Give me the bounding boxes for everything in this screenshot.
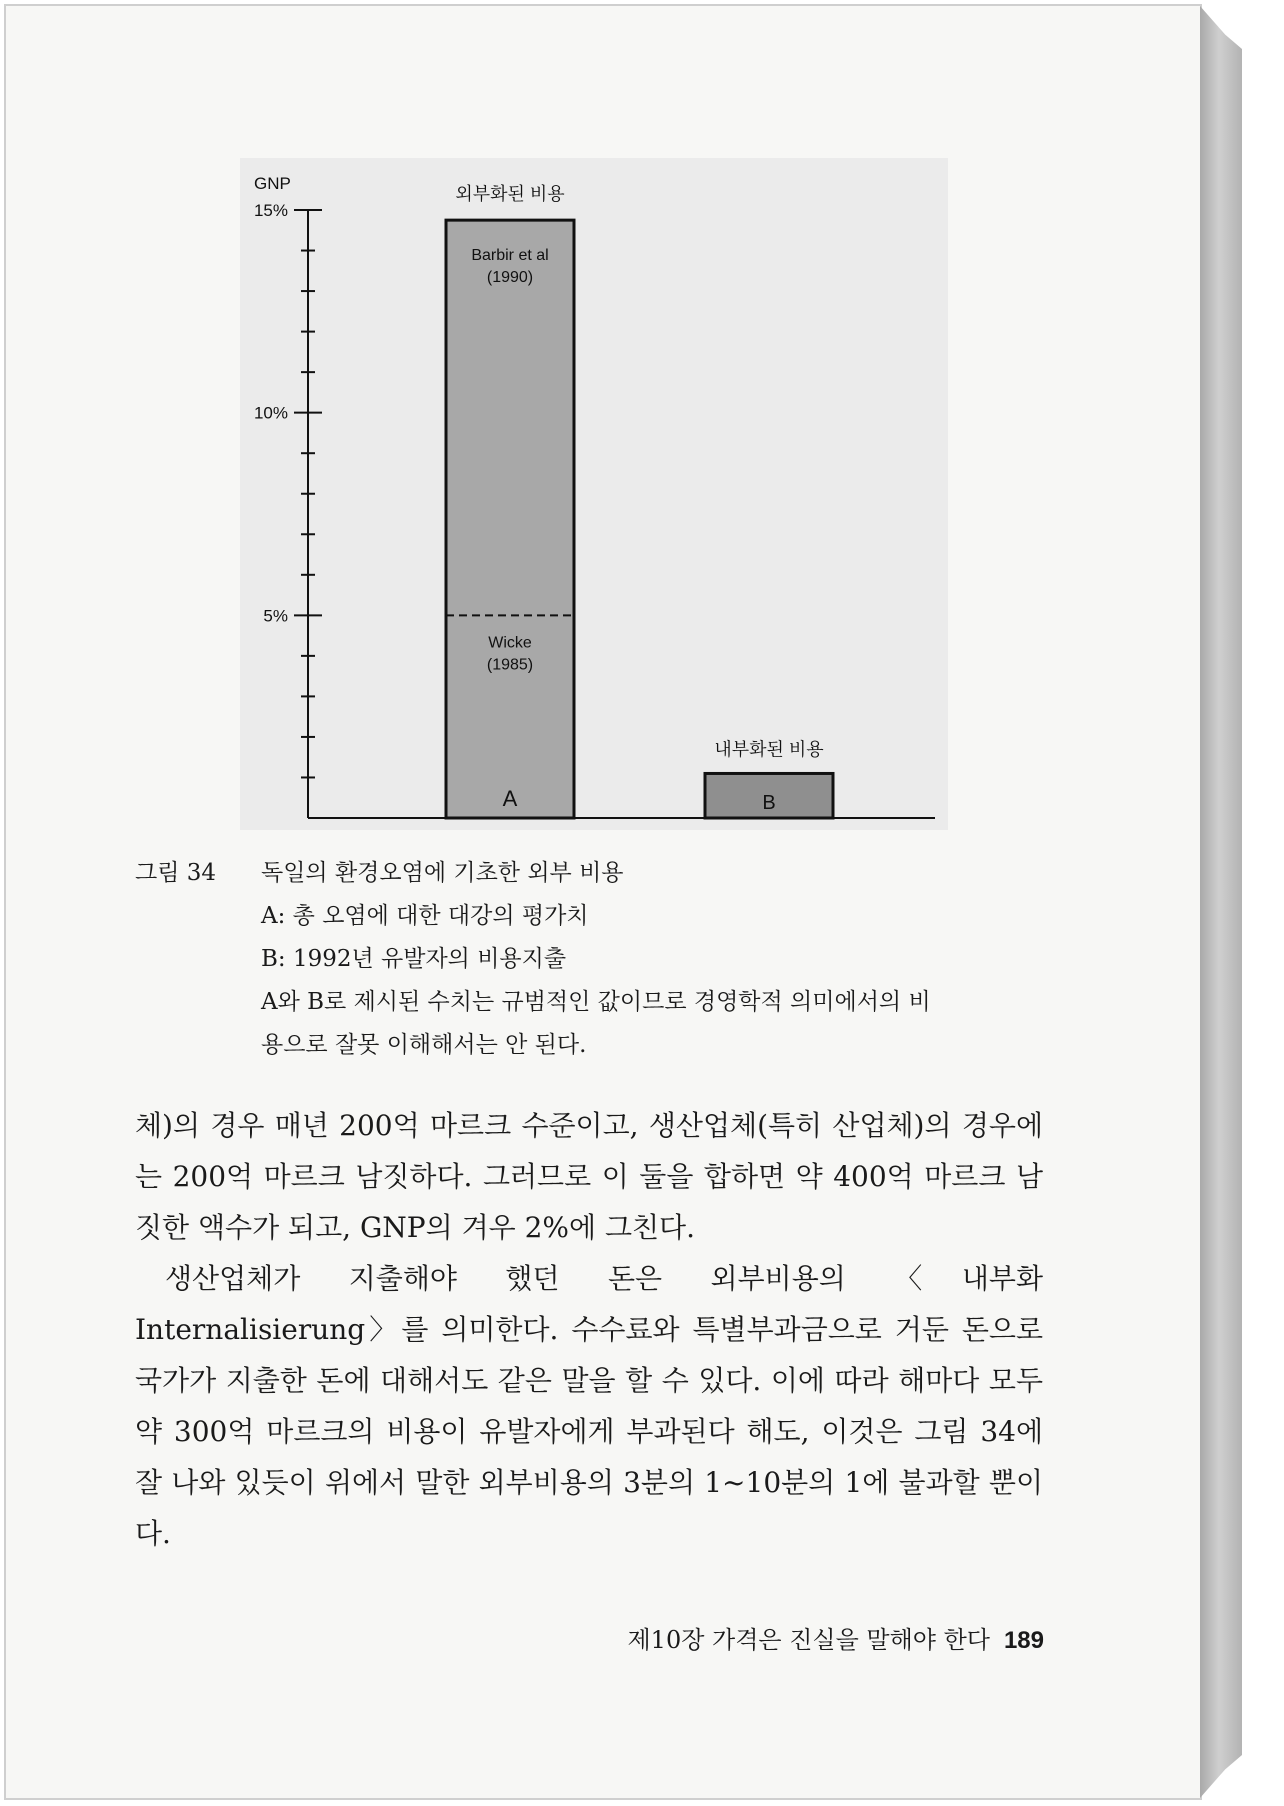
bar-b-title: 내부화된 비용 [714, 739, 824, 760]
bar-a-title: 외부화된 비용 [455, 184, 565, 205]
bar-a-label: A [502, 786, 518, 811]
y-axis-label: GNP [254, 174, 291, 193]
running-footer-chapter: 제10장 가격은 진실을 말해야 한다 [627, 1626, 990, 1654]
y-tick-label: 5% [263, 606, 288, 626]
page-edge [1200, 6, 1242, 1798]
caption-note-1: A와 B로 제시된 수치는 규범적인 값이므로 경영학적 의미에서의 비 [261, 989, 931, 1015]
caption-line-a: A: 총 오염에 대한 대강의 평가치 [261, 903, 589, 929]
body-text [135, 1100, 1043, 1559]
segment-label-barbir-year: (1990) [486, 269, 534, 287]
y-tick-label: 10% [253, 403, 288, 423]
segment-label-wicke: Wicke [488, 634, 532, 652]
segment-label-wicke-year: (1985) [486, 656, 534, 674]
bar-chart [240, 158, 948, 830]
figure-34 [240, 158, 948, 830]
figure-caption [135, 852, 1055, 1067]
y-tick-label: 15% [253, 201, 288, 220]
segment-label-barbir: Barbir et al [471, 247, 549, 265]
caption-note-2: 용으로 잘못 이해해서는 안 된다. [261, 1032, 587, 1058]
bar-b-label: B [762, 792, 776, 814]
caption-title-line [135, 852, 1055, 895]
page-footer [628, 1620, 1045, 1655]
caption-line-b: B: 1992년 유발자의 비용지출 [261, 946, 567, 972]
page-number: 189 [1003, 1627, 1044, 1654]
caption-label: 그림 34 [135, 860, 217, 886]
caption-title: 독일의 환경오염에 기초한 외부 비용 [261, 860, 624, 886]
bar-a [446, 220, 574, 818]
paragraph-1: 체)의 경우 매년 200억 마르크 수준이고, 생산업체(특히 산업체)의 경우에는 200억 마르크 남짓하다. 그러므로 이 둘을 합하면 약 400억 마르크 남짓한 액수가 되고, GNP의 겨우 2%에 그친다. [135, 1109, 1043, 1244]
paragraph-2: 생산업체가 지출해야 했던 돈은 외부비용의 〈내부화 Internalisierung〉를 의미한다. 수수료와 특별부과금으로 거둔 돈으로 국가가 지출한 돈에 대해서도 같은 말을 할 수 있다. 이에 따라 해마다 모두 약 300억 마르크의 비용이 유발자에게 부과된다 해도, 이것은 그림 34에 잘 나와 있듯이 위에서 말한 외부비용의 3분의 1~10분의 1에 불과할 뿐이다. [135, 1262, 1043, 1550]
